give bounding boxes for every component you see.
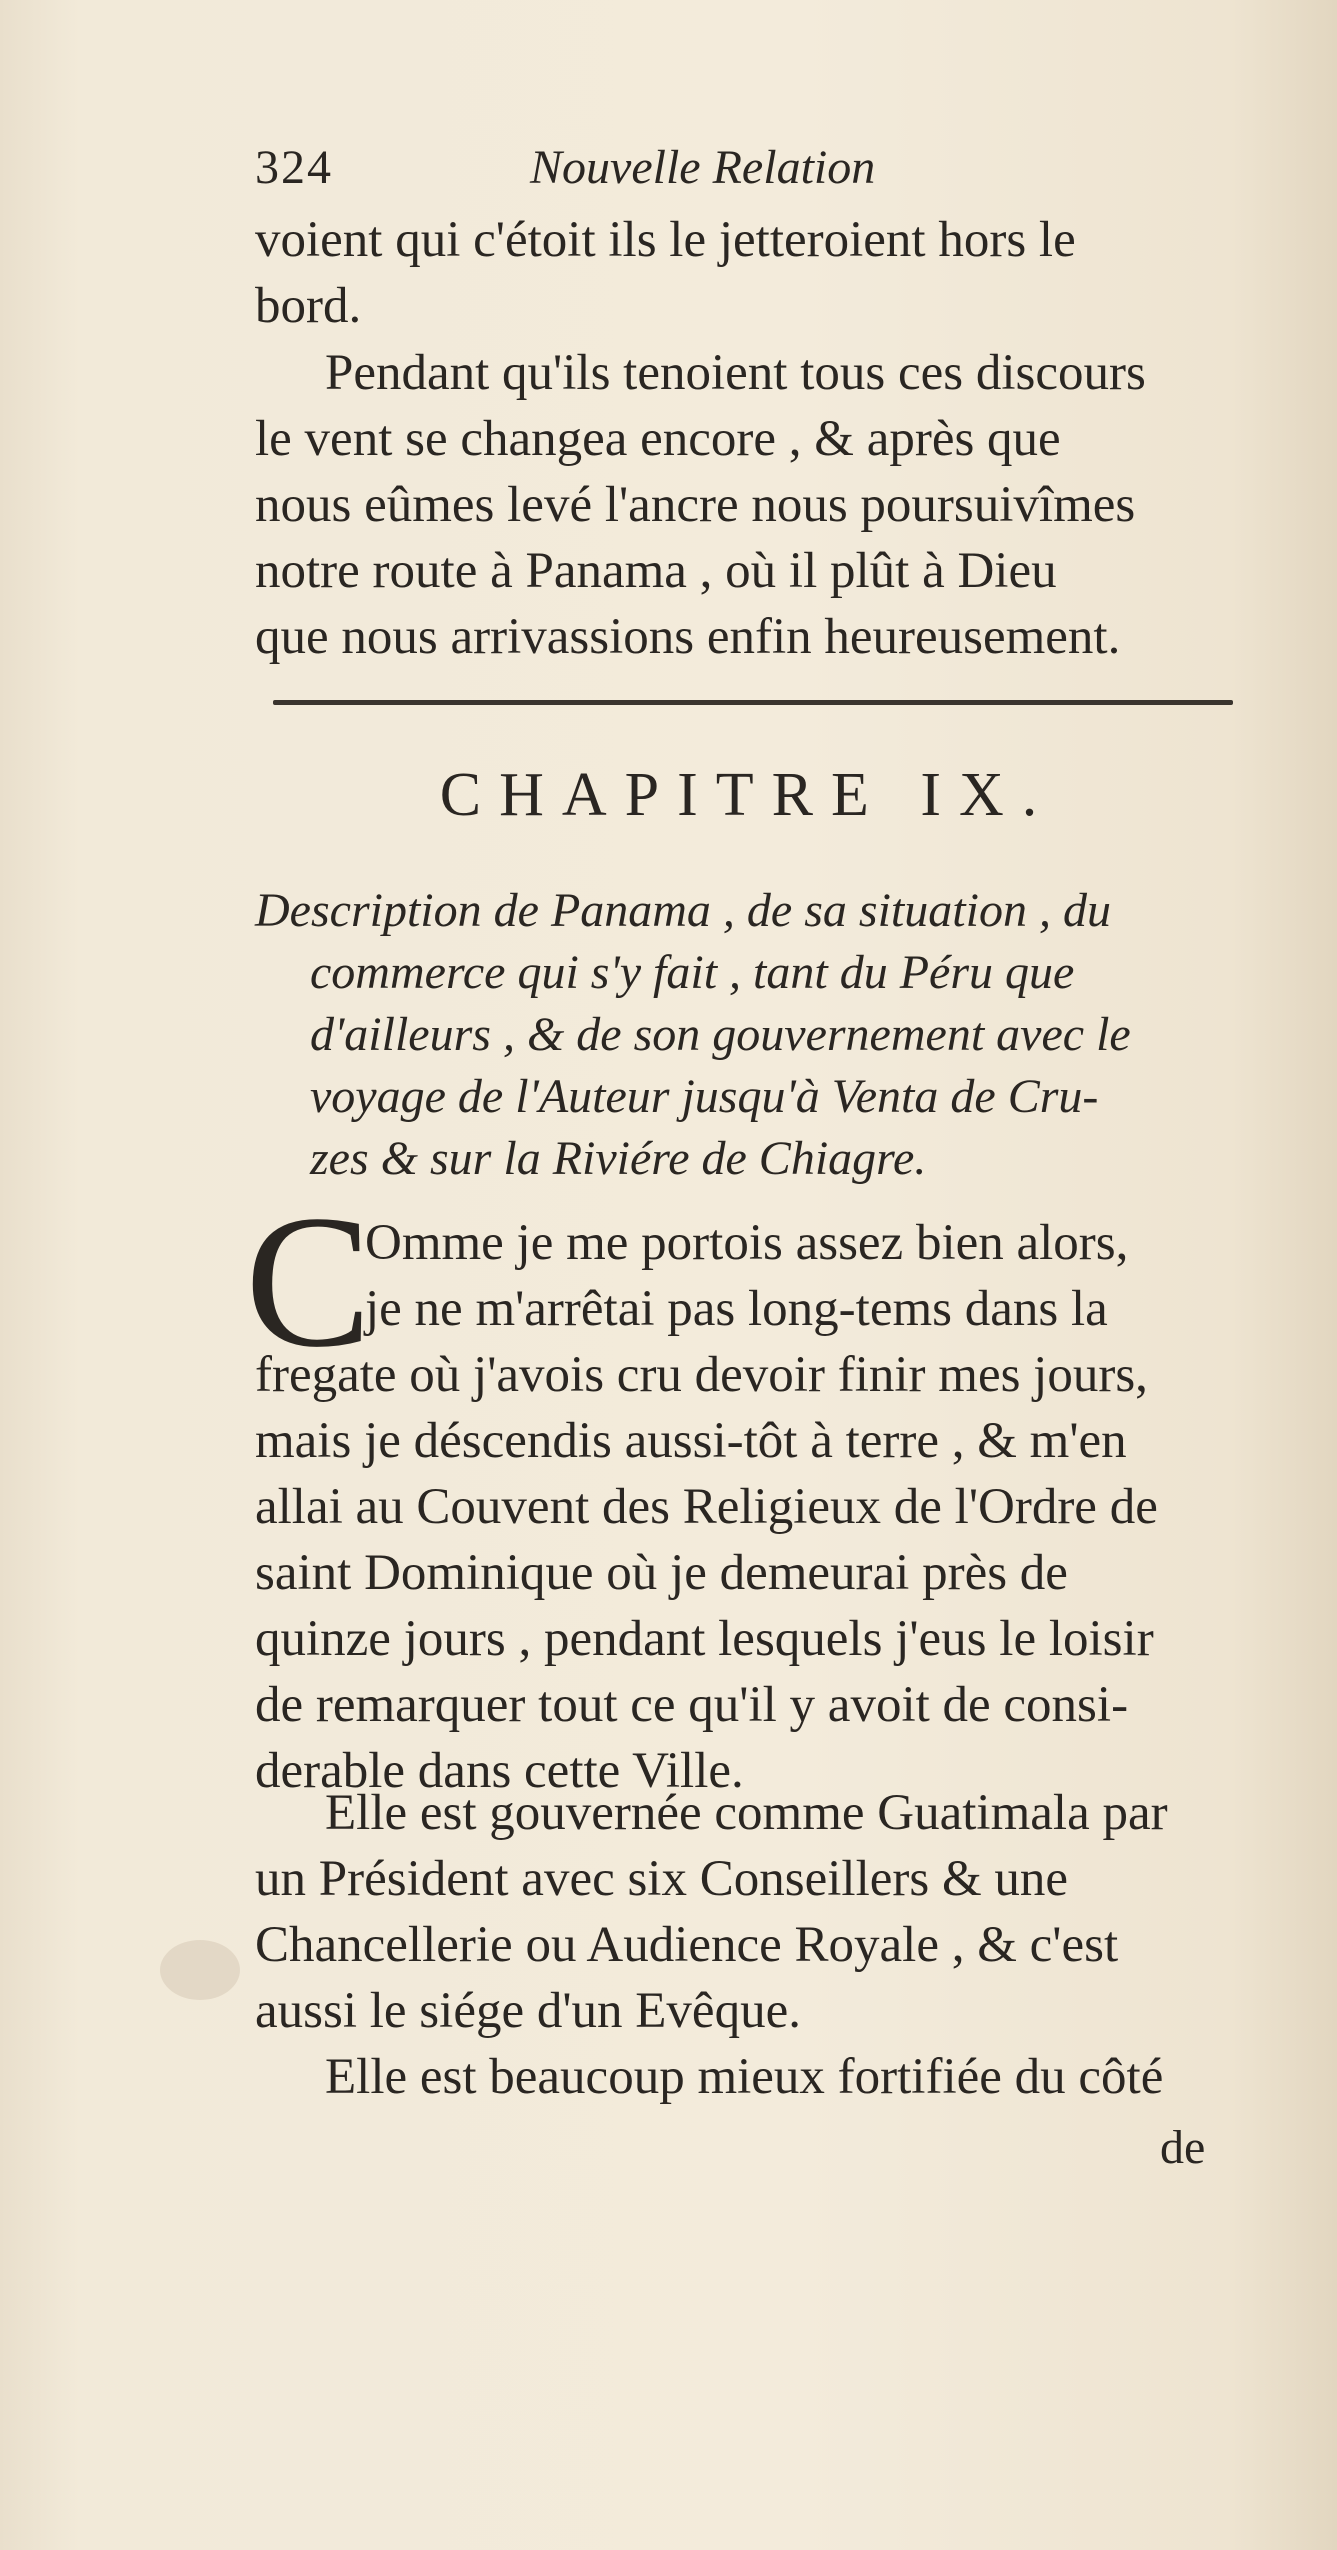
text-line: mais je déscendis aussi-tôt à terre , & m'en bbox=[255, 1413, 1127, 1469]
paragraph-government bbox=[255, 1780, 1240, 2110]
text-line: Elle est beaucoup mieux fortifiée du côté bbox=[325, 2049, 1164, 2105]
page-header bbox=[255, 140, 1240, 210]
text-line: je ne m'arrêtai pas long-tems dans la bbox=[365, 1281, 1108, 1337]
paragraph-continuation bbox=[255, 207, 1240, 339]
text-line: un Président avec six Conseillers & une bbox=[255, 1851, 1069, 1907]
chapter-title: CHAPITRE IX. bbox=[439, 761, 1056, 829]
paragraph-departure bbox=[255, 340, 1240, 670]
text-line: nous eûmes levé l'ancre nous poursuivîmes bbox=[255, 477, 1136, 533]
text-line: saint Dominique où je demeurai près de bbox=[255, 1545, 1068, 1601]
text-line: quinze jours , pendant lesquels j'eus le loisir bbox=[255, 1611, 1154, 1667]
text-line: derable dans cette Ville. bbox=[255, 1743, 744, 1799]
text-line: bord. bbox=[255, 278, 362, 334]
text-line: Omme je me portois assez bien alors, bbox=[365, 1215, 1129, 1271]
summary-line: Description de Panama , de sa situation , du bbox=[255, 884, 1111, 937]
summary-line: zes & sur la Riviére de Chiagre. bbox=[310, 1132, 927, 1185]
text-line: notre route à Panama , où il plût à Dieu bbox=[255, 543, 1057, 599]
text-line: aussi le siége d'un Evêque. bbox=[255, 1983, 801, 2039]
drop-capital: C bbox=[245, 1177, 372, 1387]
paper-stain bbox=[160, 1940, 240, 2000]
text-line: voient qui c'étoit ils le jetteroient hors le bbox=[255, 212, 1076, 268]
text-line: que nous arrivassions enfin heureusement. bbox=[255, 609, 1121, 665]
text-line: de remarquer tout ce qu'il y avoit de consi- bbox=[255, 1677, 1129, 1733]
summary-line: d'ailleurs , & de son gouvernement avec le bbox=[310, 1008, 1131, 1061]
running-title: Nouvelle Relation bbox=[530, 141, 876, 194]
text-line: Elle est gouvernée comme Guatimala par bbox=[325, 1785, 1168, 1841]
section-divider bbox=[273, 700, 1233, 705]
summary-line: commerce qui s'y fait , tant du Péru que bbox=[310, 946, 1075, 999]
catchword: de bbox=[1160, 2121, 1206, 2174]
summary-line: voyage de l'Auteur jusqu'à Venta de Cru- bbox=[310, 1070, 1099, 1123]
text-line: Pendant qu'ils tenoient tous ces discours bbox=[325, 345, 1146, 401]
page-number: 324 bbox=[255, 141, 333, 194]
paragraph-arrival bbox=[245, 1177, 1240, 1804]
text-line: le vent se changea encore , & après que bbox=[255, 411, 1061, 467]
chapter-summary bbox=[255, 880, 1240, 1190]
text-line: allai au Couvent des Religieux de l'Ordre de bbox=[255, 1479, 1158, 1535]
text-line: fregate où j'avois cru devoir finir mes jours, bbox=[255, 1347, 1148, 1403]
text-line: Chancellerie ou Audience Royale , & c'est bbox=[255, 1917, 1119, 1973]
